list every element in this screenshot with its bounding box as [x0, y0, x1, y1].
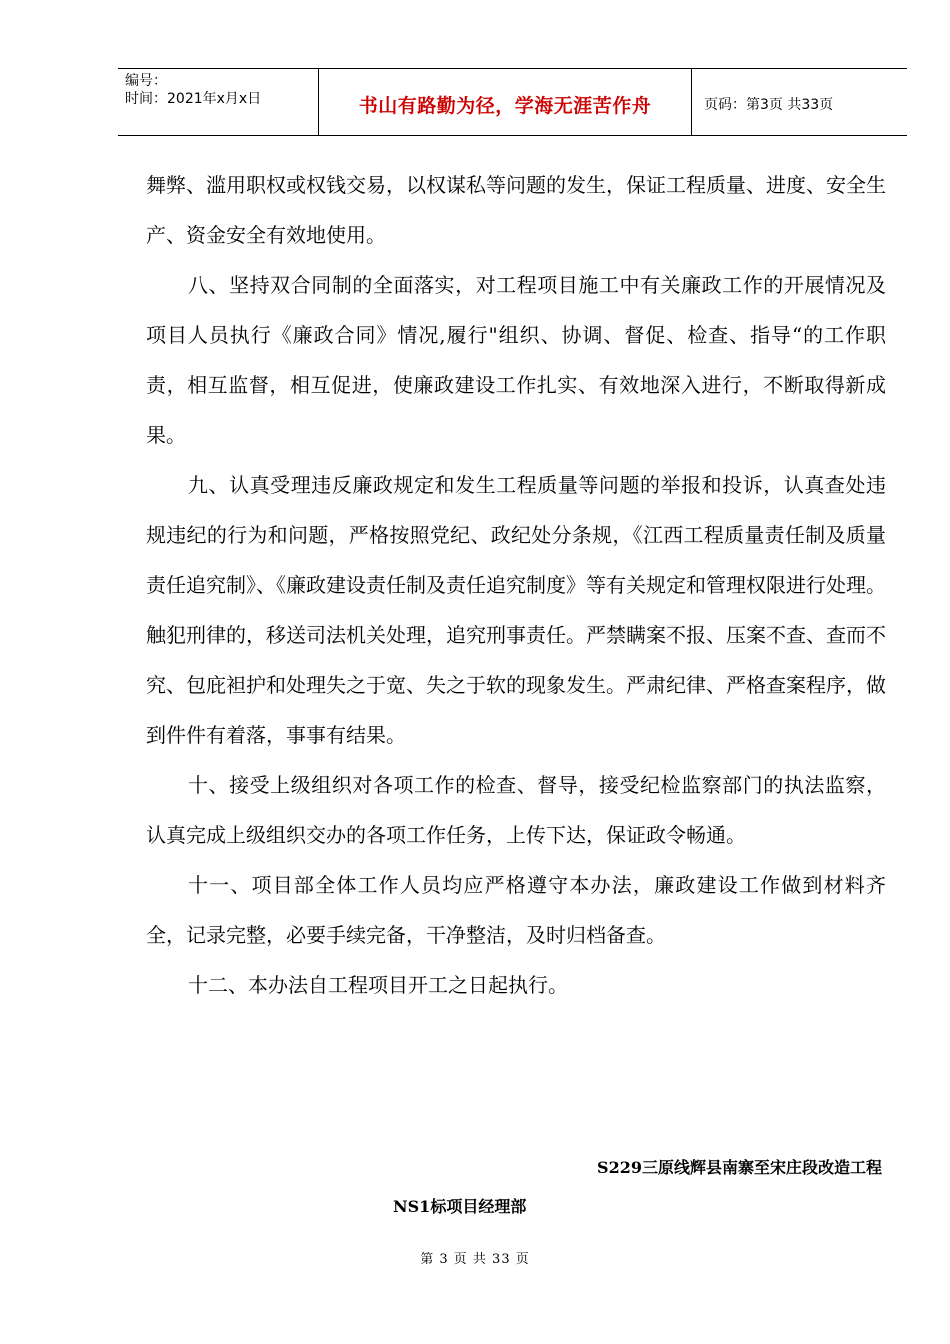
page-header — [118, 68, 907, 136]
page-footer: 第 3 页 共 33 页 — [420, 1252, 530, 1267]
paragraph-item-11: 十一、项目部全体工作人员均应严格遵守本办法，廉政建设工作做到材料齐全，记录完整，必要手续完备，干净整洁，及时归档备查。 — [146, 873, 886, 947]
paragraph-item-9: 九、认真受理违反廉政规定和发生工程质量等问题的举报和投诉，认真查处违规违纪的行为和问题，严格按照党纪、政纪处分条规，《江西工程质量责任制及质量责任追究制》、《廉政建设责任制及责任追究制度》等有关规定和管理权限进行处理。触犯刑律的，移送司法机关处理，追究刑事责任。严禁瞒案不报、压案不查、查而不究、包庇袒护和处理失之于宽、失之于软的现象发生。严肃纪律、严格查案程序，做到件件有着落，事事有结果。 — [146, 473, 886, 747]
paragraph-continuation: 舞弊、滥用职权或权钱交易，以权谋私等问题的发生，保证工程质量、进度、安全生产、资金安全有效地使用。 — [146, 173, 886, 247]
document-date: 时间：2021年x月x日 — [125, 91, 262, 107]
document-body — [146, 160, 886, 1010]
header-motto-cell — [319, 69, 692, 135]
paragraph-item-8: 八、坚持双合同制的全面落实，对工程项目施工中有关廉政工作的开展情况及项目人员执行《廉政合同》情况,履行"组织、协调、督促、检查、指导“的工作职责，相互监督，相互促进，使廉政建设工作扎实、有效地深入进行，不断取得新成果。 — [146, 273, 886, 447]
document-number-label: 编号： — [125, 73, 167, 89]
header-motto: 书山有路勤为径，学海无涯苦作舟 — [358, 94, 652, 117]
paragraph-item-12: 十二、本办法自工程项目开工之日起执行。 — [188, 973, 568, 997]
paragraph-item-10: 十、接受上级组织对各项工作的检查、督导，接受纪检监察部门的执法监察，认真完成上级组织交办的各项工作任务，上传下达，保证政令畅通。 — [146, 773, 886, 847]
header-page-code: 页码：第3页 共33页 — [704, 97, 834, 113]
signature-department: NS1标项目经理部 — [393, 1197, 527, 1216]
header-meta — [118, 69, 319, 135]
signature-project-name: S229三原线辉县南寨至宋庄段改造工程 — [597, 1158, 882, 1177]
